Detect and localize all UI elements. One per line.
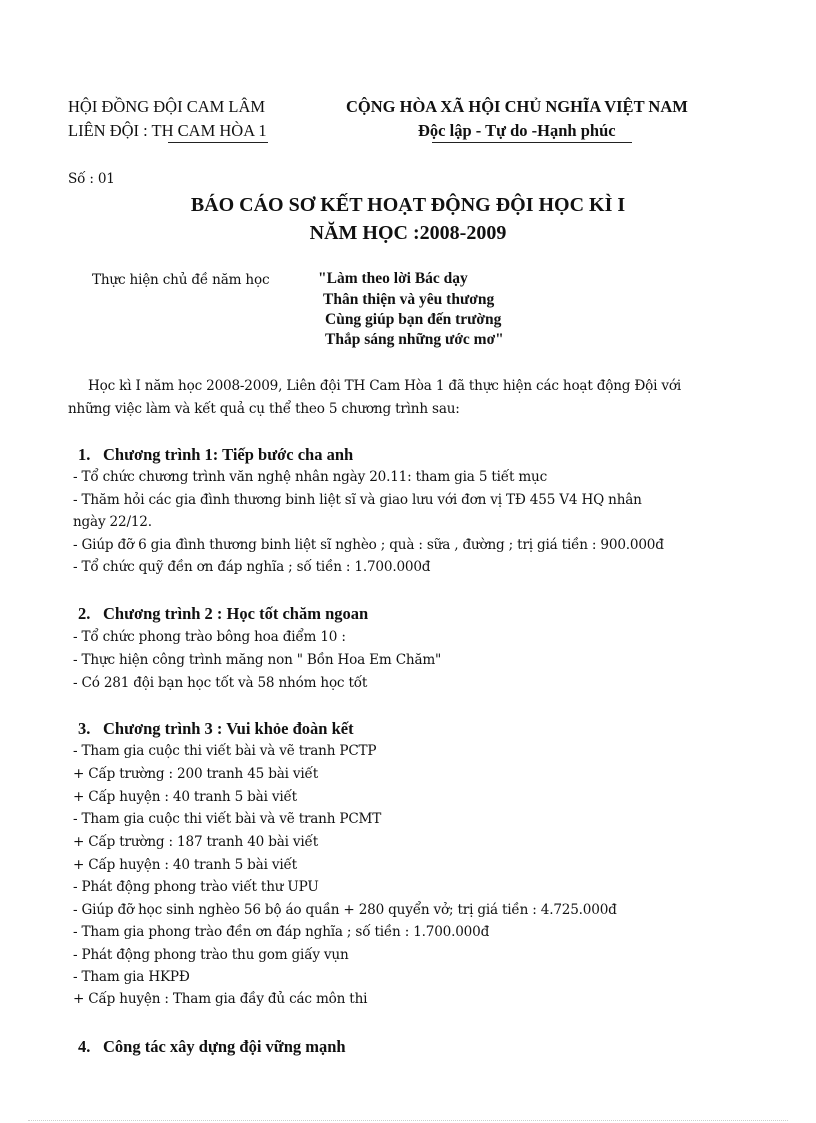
- list-item: - Tham gia cuộc thi viết bài và vẽ tranh PCTP: [73, 743, 377, 759]
- theme-line: "Làm theo lời Bác dạy: [318, 270, 468, 287]
- page-bottom-edge: [28, 1120, 788, 1121]
- theme-line: Cùng giúp bạn đến trường: [325, 311, 502, 328]
- list-item: - Tổ chức quỹ đền ơn đáp nghĩa ; số tiền : 1.700.000đ: [73, 559, 431, 575]
- header-country: CỘNG HÒA XÃ HỘI CHỦ NGHĨA VIỆT NAM: [346, 97, 688, 116]
- section-number: 4.: [78, 1037, 91, 1056]
- section-number: 2.: [78, 604, 91, 623]
- document-number: Số : 01: [68, 171, 115, 187]
- section-title: Chương trình 3 : Vui khỏe đoàn kết: [103, 719, 354, 738]
- section-number: 1.: [78, 445, 91, 464]
- list-item: + Cấp huyện : Tham gia đầy đủ các môn thi: [73, 991, 368, 1007]
- list-item: - Thực hiện công trình măng non " Bồn Hoa Em Chăm": [73, 652, 442, 668]
- school-year-title: NĂM HỌC :2008-2009: [309, 222, 507, 244]
- intro-paragraph-line: những việc làm và kết quả cụ thể theo 5 chương trình sau:: [68, 401, 460, 417]
- list-item: + Cấp trường : 187 tranh 40 bài viết: [73, 834, 318, 850]
- list-item: - Tham gia HKPĐ: [73, 969, 190, 985]
- list-item: + Cấp huyện : 40 tranh 5 bài viết: [73, 789, 297, 805]
- list-item: - Tổ chức chương trình văn nghệ nhân ngày 20.11: tham gia 5 tiết mục: [73, 469, 548, 485]
- section-title: Chương trình 2 : Học tốt chăm ngoan: [103, 604, 369, 623]
- list-item: - Giúp đỡ học sinh nghèo 56 bộ áo quần + 280 quyển vở; trị giá tiền : 4.725.000đ: [73, 902, 617, 918]
- theme-line: Thân thiện và yêu thương: [323, 291, 495, 308]
- header-org-line2: LIÊN ĐỘI : TH CAM HÒA 1: [68, 121, 267, 140]
- list-item: + Cấp huyện : 40 tranh 5 bài viết: [73, 857, 297, 873]
- list-item: - Phát động phong trào thu gom giấy vụn: [73, 947, 349, 963]
- list-item: ngày 22/12.: [73, 514, 152, 530]
- header-right-underline: [432, 142, 632, 143]
- list-item: - Giúp đỡ 6 gia đình thương binh liệt sĩ nghèo ; quà : sữa , đường ; trị giá tiền : 900.000đ: [73, 537, 664, 553]
- intro-paragraph-line: Học kì I năm học 2008-2009, Liên đội TH Cam Hòa 1 đã thực hiện các hoạt động Đội với: [88, 378, 682, 394]
- section-number: 3.: [78, 719, 91, 738]
- list-item: + Cấp trường : 200 tranh 45 bài viết: [73, 766, 318, 782]
- report-title: BÁO CÁO SƠ KẾT HOẠT ĐỘNG ĐỘI HỌC KÌ I: [190, 194, 626, 216]
- list-item: - Thăm hỏi các gia đình thương binh liệt sĩ và giao lưu với đơn vị TĐ 455 V4 HQ nhân: [73, 492, 642, 508]
- list-item: - Có 281 đội bạn học tốt và 58 nhóm học tốt: [73, 675, 368, 691]
- header-left-underline: [168, 142, 268, 143]
- header-motto: Độc lập - Tự do -Hạnh phúc: [418, 121, 616, 140]
- section-title: Công tác xây dựng đội vững mạnh: [103, 1037, 346, 1056]
- list-item: - Tham gia cuộc thi viết bài và vẽ tranh PCMT: [73, 811, 382, 827]
- theme-label: Thực hiện chủ đề năm học: [92, 272, 270, 288]
- list-item: - Tham gia phong trào đền ơn đáp nghĩa ; số tiền : 1.700.000đ: [73, 924, 490, 940]
- header-org-line1: HỘI ĐỒNG ĐỘI CAM LÂM: [68, 97, 266, 116]
- section-title: Chương trình 1: Tiếp bước cha anh: [103, 445, 354, 464]
- theme-line: Thắp sáng những ước mơ": [325, 331, 504, 348]
- list-item: - Tổ chức phong trào bông hoa điểm 10 :: [73, 629, 346, 645]
- list-item: - Phát động phong trào viết thư UPU: [73, 879, 319, 895]
